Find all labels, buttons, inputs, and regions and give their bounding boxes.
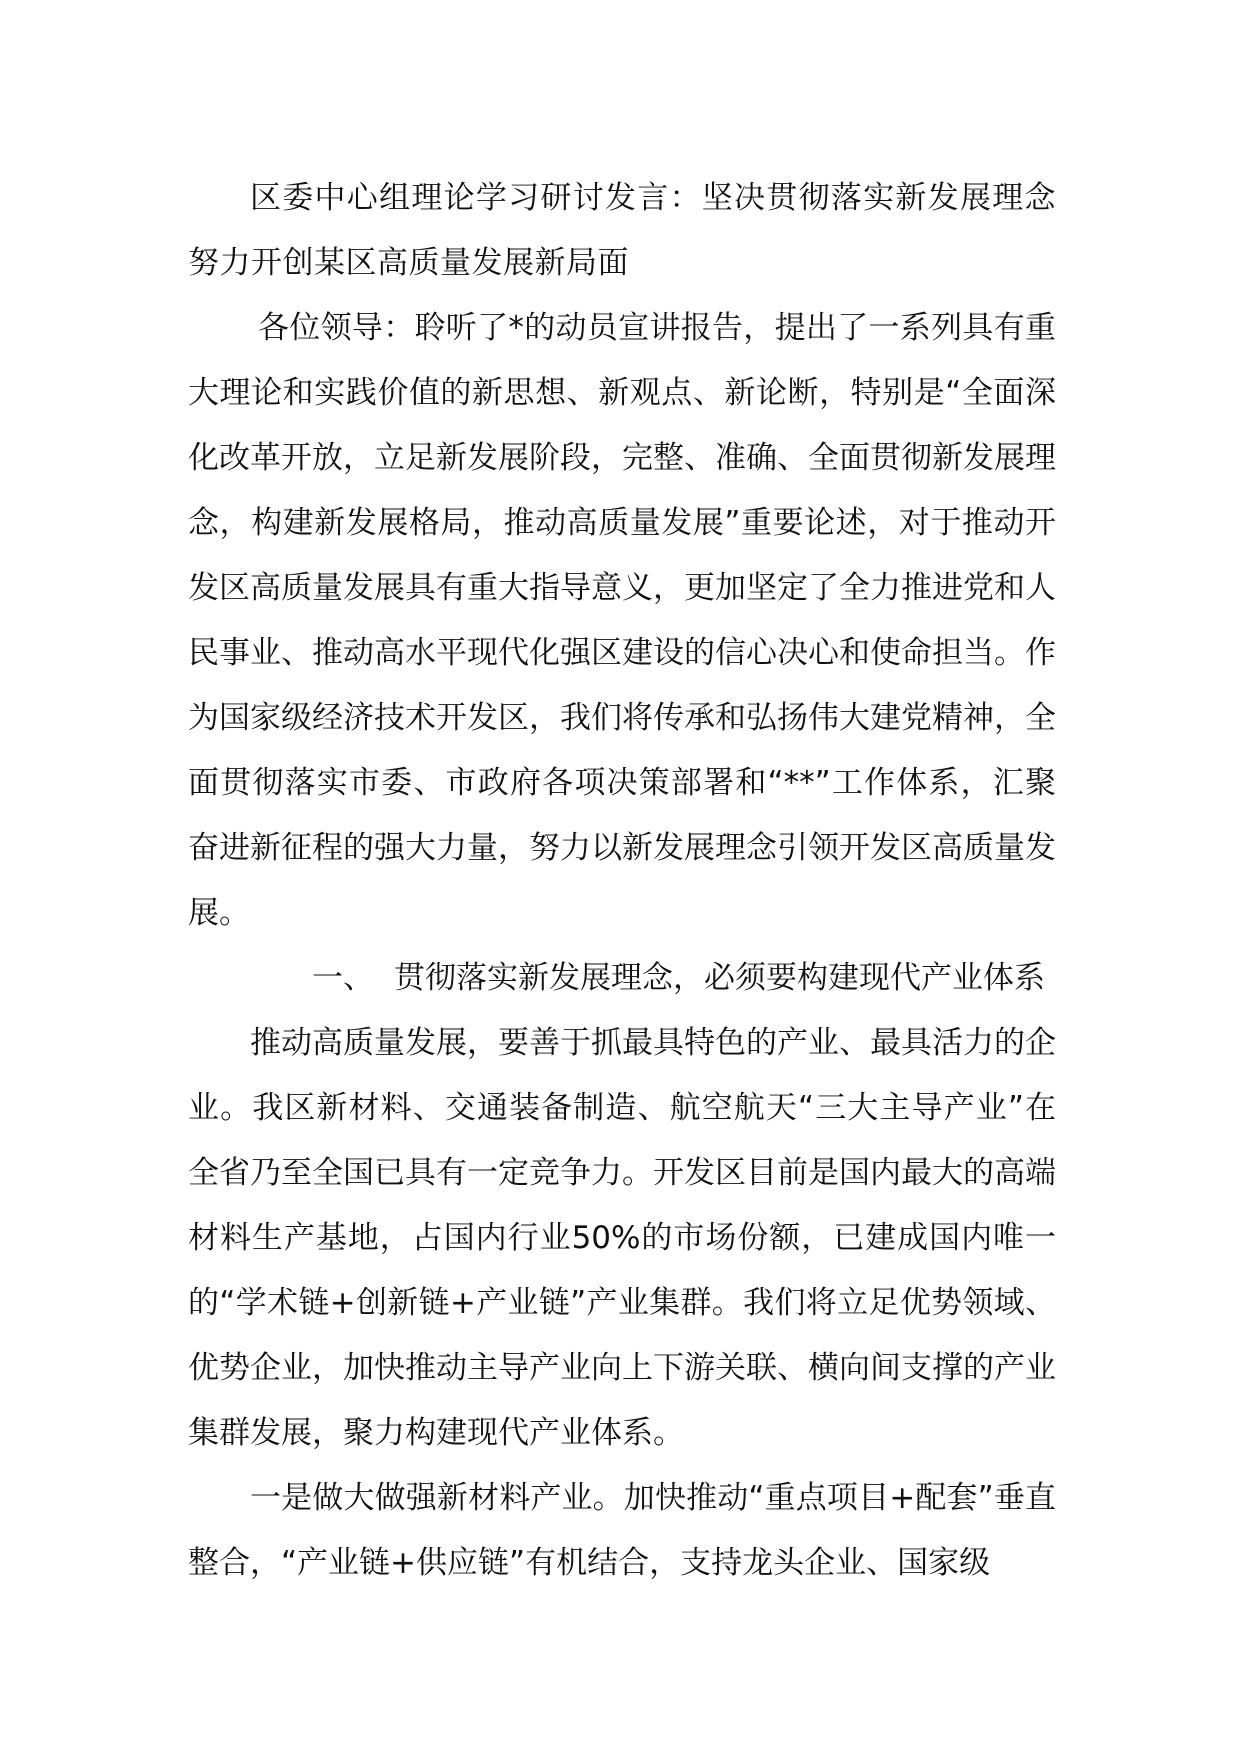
document-title: 区委中心组理论学习研讨发言：坚决贯彻落实新发展理念努力开创某区高质量发展新局面 — [188, 180, 1056, 281]
paragraph-greeting: 各位领导：聆听了*的动员宣讲报告，提出了一系列具有重大理论和实践价值的新思想、新观点、新论断，特别是“全面深化改革开放，立足新发展阶段，完整、准确、全面贯彻新发展理念，构建新发展格局，推动高质量发展”重要论述，对于推动开发区高质量发展具有重大指导意义，更加坚定了全力推进党和人民事业、推动高水平现代化强区建设的信心决心和使命担当。作为国家级经济技术开发区，我们将传承和弘扬伟大建党精神，全面贯彻落实市委、市政府各项决策部署和“**”工作体系，汇聚奋进新征程的强大力量，努力以新发展理念引领开发区高质量发展。 — [188, 310, 1056, 931]
section-heading — [188, 946, 1056, 1011]
document-body — [188, 166, 1056, 1596]
paragraph-new-materials: 一是做大做强新材料产业。加快推动“重点项目+配套”垂直整合，“产业链+供应链”有机结合，支持龙头企业、国家级 — [188, 1480, 1056, 1581]
section-heading-text: 贯彻落实新发展理念，必须要构建现代产业体系 — [394, 960, 1045, 996]
paragraph-industry: 推动高质量发展，要善于抓最具特色的产业、最具活力的企业。我区新材料、交通装备制造、航空航天“三大主导产业”在全省乃至全国已具有一定竞争力。开发区目前是国内最大的高端材料生产基地，占国内行业50%的市场份额，已建成国内唯一的“学术链+创新链+产业链”产业集群。我们将立足优势领域、优势企业，加快推动主导产业向上下游关联、横向间支撑的产业集群发展，聚力构建现代产业体系。 — [188, 1025, 1056, 1451]
section-number: 一、 — [312, 960, 374, 996]
